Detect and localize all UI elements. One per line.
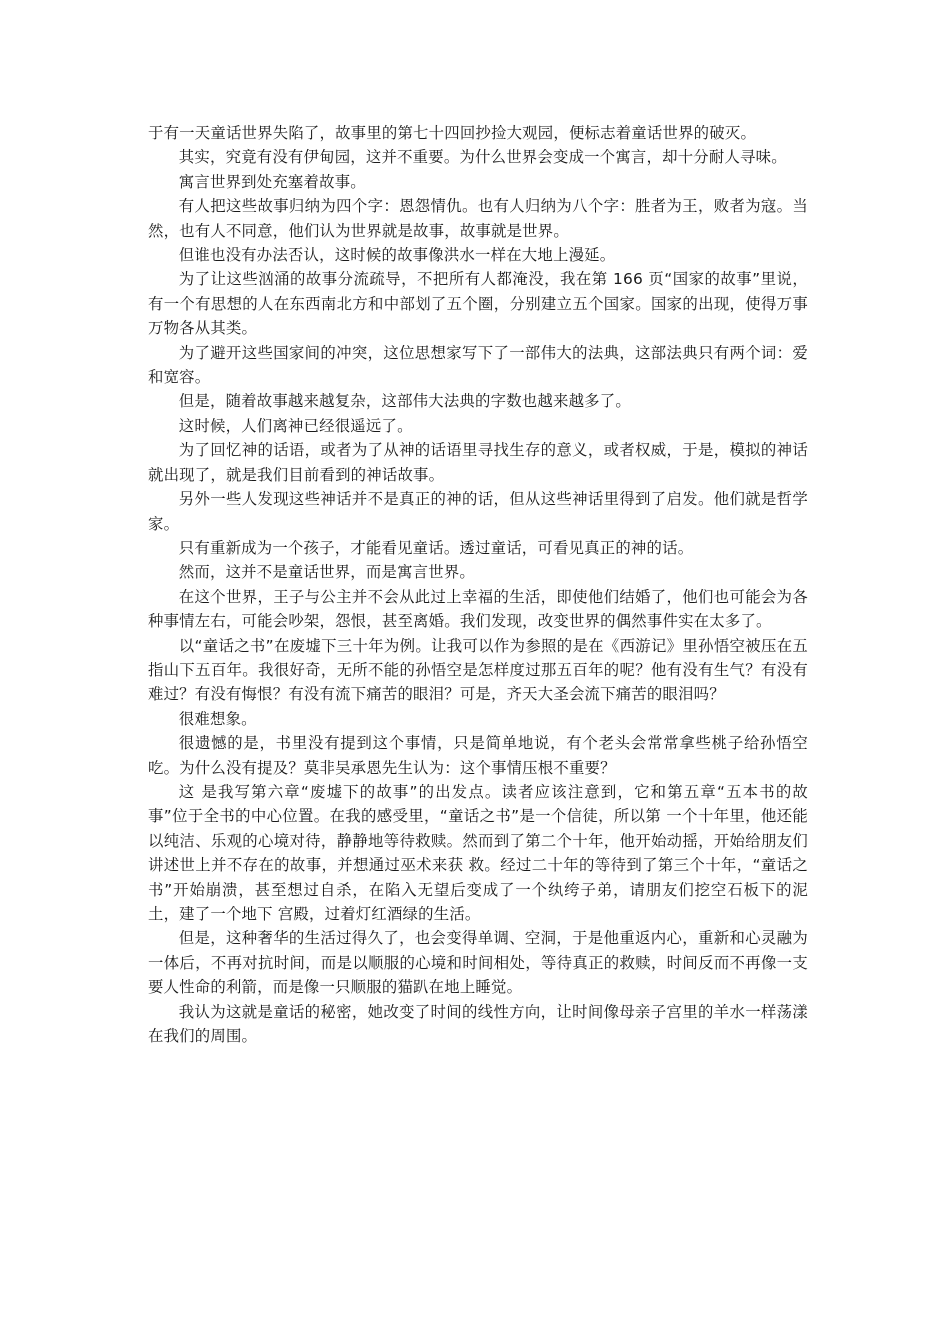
paragraph-12: 只有重新成为一个孩子，才能看见童话。透过童话，可看见真正的神的话。 — [178, 538, 694, 557]
paragraph-5: 但谁也没有办法否认，这时候的故事像洪水一样在大地上漫延。 — [178, 246, 616, 265]
paragraph-7: 为了避开这些国家间的冲突，这位思想家写下了一部伟大的法典，这部法典只有两个词：爱和宽容。 — [148, 343, 808, 387]
paragraph-6: 为了让这些汹涌的故事分流疏导，不把所有人都淹没，我在第 166 页“国家的故事”里说，有一个有思想的人在东西南北方和中部划了五个圈，分别建立五个国家。国家的出现，使得万事万物各从其类。 — [148, 270, 808, 338]
paragraph-14: 在这个世界，王子与公主并不会从此过上幸福的生活，即使他们结婚了，他们也可能会为各种事情左右，可能会吵架，怨恨，甚至离婚。我们发现，改变世界的偶然事件实在太多了。 — [148, 587, 808, 631]
paragraph-2: 其实，究竟有没有伊甸园，这并不重要。为什么世界会变成一个寓言，却十分耐人寻味。 — [178, 148, 787, 167]
paragraph-9: 这时候，人们离神已经很遥远了。 — [178, 416, 413, 435]
paragraph-3: 寓言世界到处充塞着故事。 — [178, 172, 366, 191]
paragraph-18: 这 是我写第六章“废墟下的故事”的出发点。读者应该注意到，它和第五章“五本书的故事”位于全书的中心位置。在我的感受里，“童话之书”是一个信徒，所以第 一个十年里，他还能以纯洁、乐观的心境对待，静静地等待救赎。然而到了第二个十年，他开始动摇，开始给朋友们讲述世上并不存在的故事，并想通过巫术来获 救。经过二十年的等待到了第三个十年，“童话之书”开始崩溃，甚至想过自杀，在陷入无望后变成了一个纨绔子弟，请朋友们挖空石板下的泥土，建了一个地下 宫殿，过着灯红酒绿的生活。 — [148, 782, 808, 923]
paragraph-1: 于有一天童话世界失陷了，故事里的第七十四回抄捡大观园，便标志着童话世界的破灭。 — [148, 124, 757, 142]
paragraph-10: 为了回忆神的话语，或者为了从神的话语里寻找生存的意义，或者权威，于是，模拟的神话就出现了，就是我们目前看到的神话故事。 — [148, 441, 808, 484]
paragraph-11: 另外一些人发现这些神话并不是真正的神的话，但从这些神话里得到了启发。他们就是哲学家。 — [148, 490, 808, 533]
paragraph-16: 很难想象。 — [178, 709, 257, 728]
paragraph-19: 但是，这种奢华的生活过得久了，也会变得单调、空洞，于是他重返内心，重新和心灵融为一体后，不再对抗时间，而是以顺服的心境和时间相处，等待真正的救赎，时间反而不再像一支要人性命的利箭，而是像一只顺服的猫趴在地上睡觉。 — [148, 929, 808, 997]
document-body — [148, 121, 808, 1048]
paragraph-8: 但是，随着故事越来越复杂，这部伟大法典的字数也越来越多了。 — [178, 392, 631, 411]
paragraph-4: 有人把这些故事归纳为四个字：恩怨情仇。也有人归纳为八个字：胜者为王，败者为寇。当然，也有人不同意，他们认为世界就是故事，故事就是世界。 — [148, 197, 808, 240]
paragraph-15: 以“童话之书”在废墟下三十年为例。让我可以作为参照的是在《西游记》里孙悟空被压在五指山下五百年。我很好奇，无所不能的孙悟空是怎样度过那五百年的呢？他有没有生气？有没有难过？有没有悔恨？有没有流下痛苦的眼泪？可是，齐天大圣会流下痛苦的眼泪吗？ — [148, 636, 808, 704]
paragraph-13: 然而，这并不是童话世界，而是寓言世界。 — [178, 563, 476, 582]
paragraph-20: 我认为这就是童话的秘密，她改变了时间的线性方向，让时间像母亲子宫里的羊水一样荡漾在我们的周围。 — [148, 1002, 808, 1046]
paragraph-17: 很遗憾的是，书里没有提到这个事情，只是简单地说，有个老头会常常拿些桃子给孙悟空吃。为什么没有提及？莫非吴承恩先生认为：这个事情压根不重要？ — [148, 734, 808, 777]
